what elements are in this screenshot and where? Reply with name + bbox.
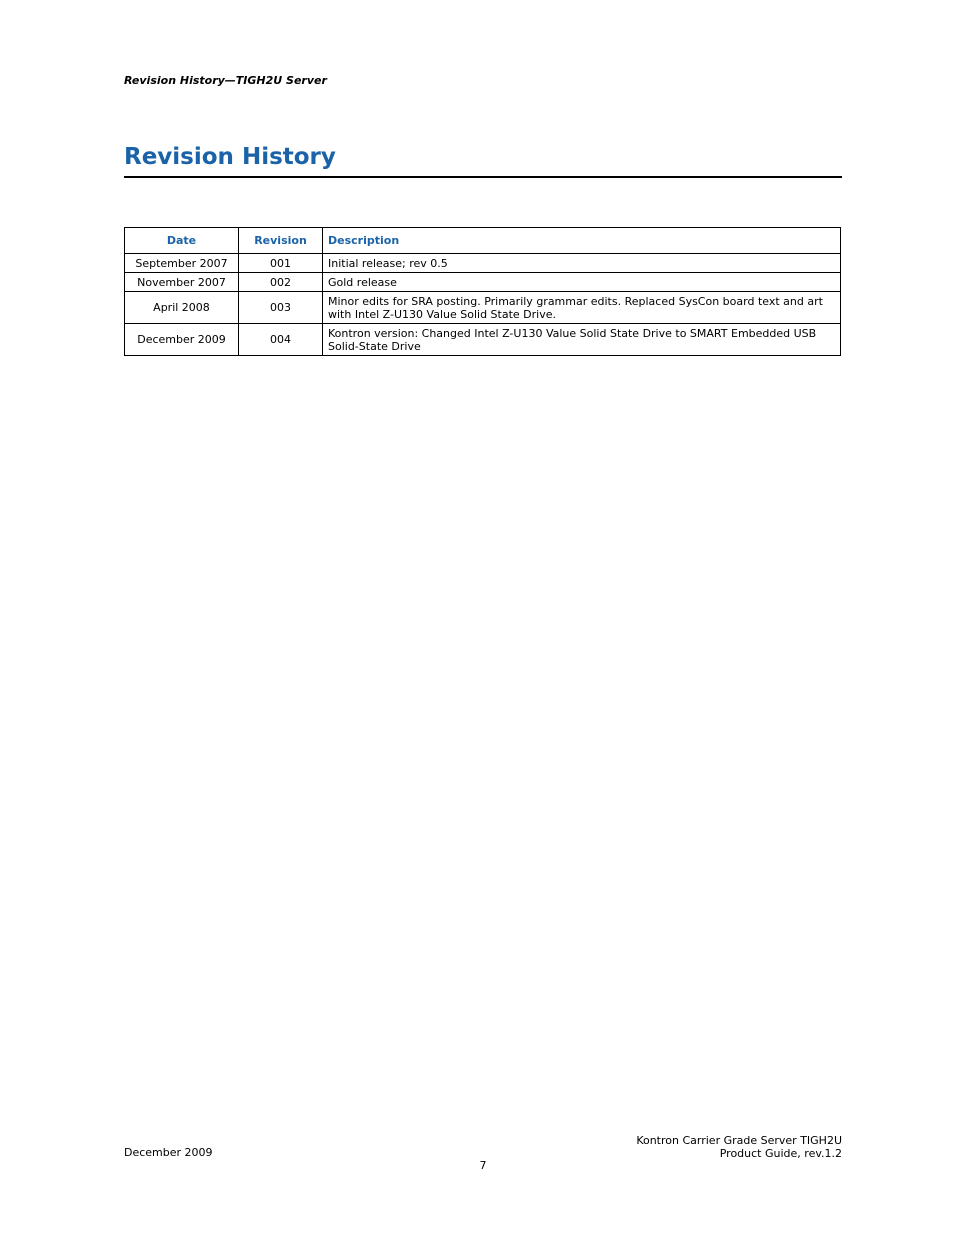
cell-description: Kontron version: Changed Intel Z-U130 Value Solid State Drive to SMART Embedded USB Solid-State Drive — [323, 324, 841, 356]
table-header-row — [125, 228, 841, 254]
cell-date: November 2007 — [125, 273, 239, 292]
column-header-date: Date — [125, 228, 239, 254]
footer-date: December 2009 — [124, 1146, 213, 1159]
cell-revision: 001 — [239, 254, 323, 273]
cell-date: September 2007 — [125, 254, 239, 273]
cell-description: Minor edits for SRA posting. Primarily grammar edits. Replaced SysCon board text and art with Intel Z-U130 Value Solid State Drive. — [323, 292, 841, 324]
column-header-description: Description — [323, 228, 841, 254]
cell-revision: 004 — [239, 324, 323, 356]
table-row — [125, 292, 841, 324]
footer-product-info — [636, 1134, 842, 1160]
table-row — [125, 273, 841, 292]
running-header: Revision History—TIGH2U Server — [124, 74, 327, 87]
revision-history-table — [124, 227, 841, 356]
footer-product-line-1: Kontron Carrier Grade Server TIGH2U — [636, 1134, 842, 1147]
footer-product-line-2: Product Guide, rev.1.2 — [719, 1147, 842, 1160]
page-title: Revision History — [124, 144, 336, 170]
cell-revision: 002 — [239, 273, 323, 292]
page-number: 7 — [479, 1159, 487, 1172]
cell-description: Initial release; rev 0.5 — [323, 254, 841, 273]
table-row — [125, 324, 841, 356]
column-header-revision: Revision — [239, 228, 323, 254]
cell-description: Gold release — [323, 273, 841, 292]
cell-date: December 2009 — [125, 324, 239, 356]
table-row — [125, 254, 841, 273]
title-divider — [124, 176, 842, 178]
cell-revision: 003 — [239, 292, 323, 324]
cell-date: April 2008 — [125, 292, 239, 324]
